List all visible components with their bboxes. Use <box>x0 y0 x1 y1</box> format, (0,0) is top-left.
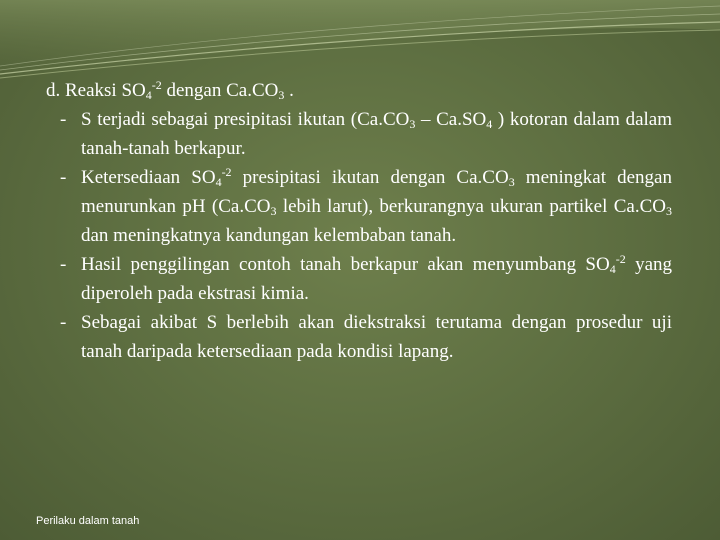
bullet-item: - Ketersediaan $SO_4^{-2}$ presipitasi ikutan dengan $Ca.CO_3$ meningkat dengan menurunkan pH ($Ca.CO_3$ lebih larut), berkurangnya ukuran partikel $Ca.CO_3$ dan meningkatnya kandungan kelembaban tanah. <box>60 165 672 246</box>
slide-footer: Perilaku dalam tanah <box>36 515 140 527</box>
bullet-dash: - <box>60 312 67 333</box>
slide-content <box>46 76 672 366</box>
decorative-swoosh-band <box>0 0 720 80</box>
section-heading: d. Reaksi $SO_4^{-2}$ dengan $Ca.CO_3$ . <box>46 78 294 102</box>
bullet-dash: - <box>60 109 67 130</box>
bullet-item: - Sebagai akibat S berlebih akan diekstraksi terutama dengan prosedur uji tanah daripada ketersediaan pada kondisi lapang. <box>46 308 672 366</box>
bullet-item: - S terjadi sebagai presipitasi ikutan ($Ca.CO_3 - Ca.SO_4$ ) kotoran dalam dalam tanah-tanah berkapur. <box>46 105 672 163</box>
bullet-dash: - <box>60 167 67 188</box>
bullet-item: - Hasil penggilingan contoh tanah berkapur akan menyumbang $SO_4^{-2}$ yang diperoleh pada ekstrasi kimia. <box>60 252 673 304</box>
bullet-dash: - <box>60 254 67 275</box>
